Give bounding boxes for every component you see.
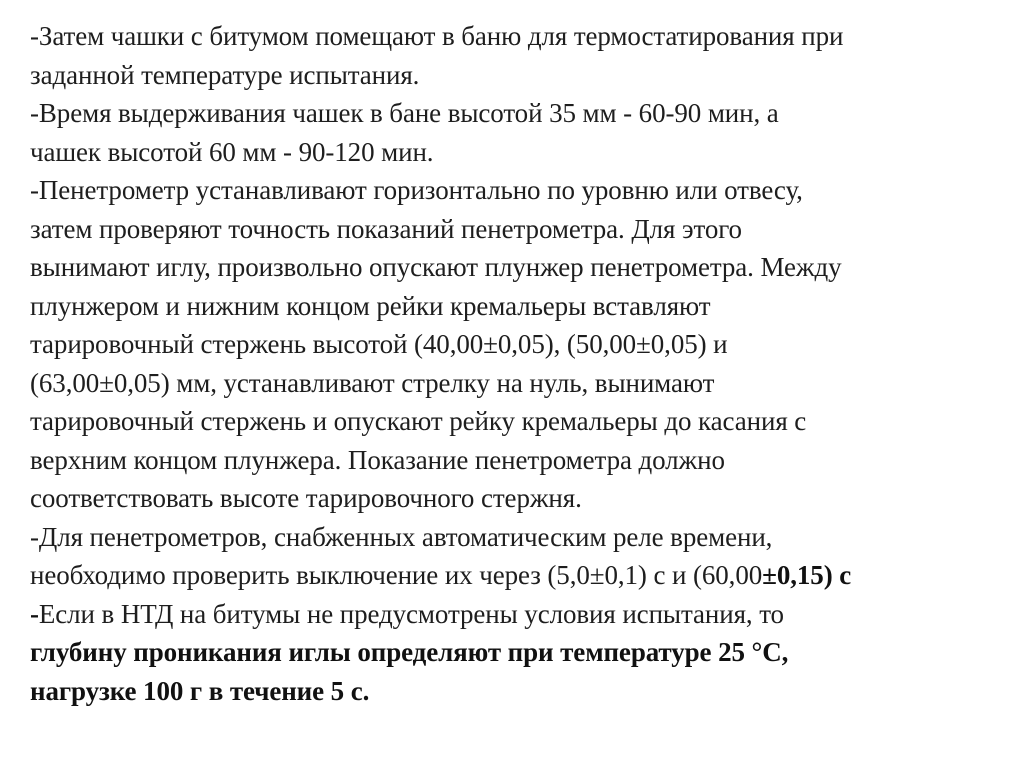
text-line: [30, 287, 1005, 326]
bold-text-segment: глубину проникания иглы определяют при температуре 25 °С,: [30, 637, 789, 667]
text-line: [30, 133, 1005, 172]
text-line: [30, 672, 1005, 711]
bold-text-segment: ±0,15) с: [762, 560, 852, 590]
text-line: [30, 402, 1005, 441]
text-line: [30, 441, 1005, 480]
text-segment: тарировочный стержень высотой (40,00±0,05), (50,00±0,05) и: [30, 329, 728, 359]
text-segment: (63,00±0,05) мм, устанавливают стрелку на нуль, вынимают: [30, 367, 715, 398]
text-segment: верхним концом плунжера. Показание пенетрометра должно: [30, 444, 725, 475]
text-line: [30, 364, 1005, 403]
text-segment: -Затем чашки с битумом помещают в баню для термостатирования при: [30, 21, 844, 51]
text-line: [30, 56, 1005, 95]
text-line: [30, 633, 1005, 672]
text-line: [30, 479, 1005, 518]
text-segment: -Время выдерживания чашек в бане высотой 35 мм - 60-90 мин, а: [30, 98, 779, 128]
text-line: [30, 171, 1005, 210]
text-line: [30, 94, 1005, 133]
text-line: [30, 595, 1005, 634]
text-segment: соответствовать высоте тарировочного стержня.: [30, 483, 582, 513]
text-line: [30, 17, 1005, 56]
bold-text-segment: -: [30, 598, 39, 629]
body-text: [30, 17, 1005, 710]
text-segment: вынимают иглу, произвольно опускают плунжер пенетрометра. Между: [30, 252, 842, 282]
text-line: [30, 325, 1005, 364]
text-segment: плунжером и нижним концом рейки кремальеры вставляют: [30, 290, 711, 321]
text-segment: тарировочный стержень и опускают рейку кремальеры до касания с: [30, 406, 807, 436]
text-line: [30, 248, 1005, 287]
bold-text-segment: нагрузке 100 г в течение 5 с.: [30, 675, 370, 706]
text-line: [30, 518, 1005, 557]
text-line: [30, 210, 1005, 249]
text-line: [30, 556, 1005, 595]
text-segment: Если в НТД на битумы не предусмотрены условия испытания, то: [38, 598, 784, 629]
text-segment: чашек высотой 60 мм - 90-120 мин.: [30, 136, 434, 167]
text-segment: затем проверяют точность показаний пенетрометра. Для этого: [30, 213, 742, 244]
text-segment: -Пенетрометр устанавливают горизонтально по уровню или отвесу,: [30, 175, 803, 205]
text-segment: заданной температуре испытания.: [30, 59, 420, 90]
text-segment: необходимо проверить выключение их через (5,0±0,1) с и (60,00: [30, 560, 763, 590]
text-segment: -Для пенетрометров, снабженных автоматическим реле времени,: [30, 521, 773, 552]
